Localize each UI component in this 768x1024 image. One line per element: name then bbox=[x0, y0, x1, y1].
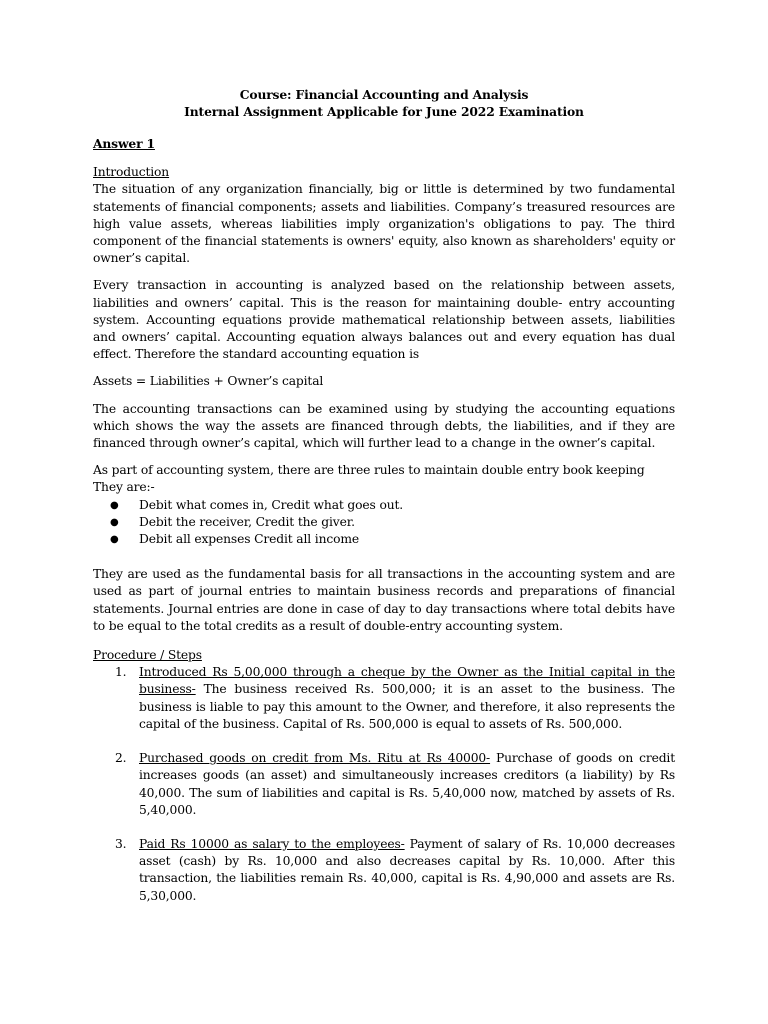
rules-list bbox=[93, 497, 675, 549]
step-body: Purchase of goods on credit increases goods (an asset) and simultaneously increases creditors (a liability) by Rs 40,000. The sum of liabilities and capital is Rs. 5,40,000 now, matched by assets of Rs. 5,40,000. bbox=[139, 751, 675, 817]
step-number: 2. bbox=[115, 751, 127, 766]
list-item bbox=[93, 514, 675, 531]
document-page bbox=[93, 86, 675, 905]
rules-intro-line-1: As part of accounting system, there are three rules to maintain double entry book keeping bbox=[93, 463, 645, 478]
step-title: Paid Rs 10000 as salary to the employees- bbox=[139, 836, 405, 851]
list-item bbox=[93, 836, 675, 905]
step-body: Payment of salary of Rs. 10,000 decreases asset (cash) by Rs. 10,000 and also decreases capital by Rs. 10,000. After this transaction, the liabilities remain Rs. 40,000, capital is Rs. 4,90,000 and assets are Rs. 5,30,000. bbox=[139, 836, 675, 903]
intro-paragraph-4: They are used as the fundamental basis for all transactions in the accounting system and are used as part of journal entries to maintain business records and preparations of financial statements. Journal entries are done in case of day to day transactions where total debits have to be equal to the total credits as a result of double-entry accounting system. bbox=[93, 567, 675, 633]
rule-text: Debit all expenses Credit all income bbox=[139, 532, 359, 547]
rules-intro-line-2: They are:- bbox=[93, 480, 155, 495]
list-item bbox=[93, 497, 675, 514]
intro-paragraph-3: The accounting transactions can be examined using by studying the accounting equations which shows the way the assets are financed through debts, the liabilities, and if they are financed through owner’s capital, which will further lead to a change in the owner’s capital. bbox=[93, 401, 675, 451]
step-title: Introduced Rs 5,00,000 through a cheque by the Owner as the Initial capital in the business- bbox=[139, 665, 675, 697]
procedure-heading: Procedure / Steps bbox=[93, 648, 202, 663]
course-title: Course: Financial Accounting and Analysis bbox=[239, 87, 529, 102]
procedure-steps-list bbox=[93, 664, 675, 904]
accounting-equation: Assets = Liabilities + Owner’s capital bbox=[93, 374, 324, 389]
answer-heading: Answer 1 bbox=[93, 136, 155, 151]
step-body: The business received Rs. 500,000; it is an asset to the business. The business is liable to pay this amount to the Owner, and therefore, it also represents the capital of the business. Capital of Rs. 500,000 is equal to assets of Rs. 500,000. bbox=[139, 682, 675, 731]
bullet-icon: ● bbox=[110, 499, 119, 511]
bullet-icon: ● bbox=[110, 534, 119, 546]
rule-text: Debit the receiver, Credit the giver. bbox=[139, 514, 355, 529]
step-number: 1. bbox=[115, 665, 127, 680]
list-item bbox=[93, 750, 675, 819]
intro-paragraph-1: The situation of any organization financially, big or little is determined by two fundamental statements of financial components; assets and liabilities. Company’s treasured resources are high value assets, whereas liabilities imply organization's obligations to pay. The third component of the financial statements is owners' equity, also known as shareholders' equity or owner’s capital. bbox=[93, 182, 675, 266]
list-item bbox=[93, 664, 675, 733]
intro-paragraph-2: Every transaction in accounting is analyzed based on the relationship between assets, liabilities and owners’ capital. This is the reason for maintaining double- entry accounting system. Accounting equations provide mathematical relationship between assets, liabilities and owners’ capital. Accounting equation always balances out and every equation has dual effect. Therefore the standard accounting equation is bbox=[93, 278, 675, 362]
list-item bbox=[93, 531, 675, 548]
rule-text: Debit what comes in, Credit what goes out. bbox=[139, 497, 404, 512]
assignment-title: Internal Assignment Applicable for June 2022 Examination bbox=[184, 104, 584, 119]
introduction-heading: Introduction bbox=[93, 165, 170, 180]
step-number: 3. bbox=[115, 836, 127, 851]
bullet-icon: ● bbox=[110, 516, 119, 528]
document-header bbox=[93, 86, 675, 120]
step-title: Purchased goods on credit from Ms. Ritu at Rs 40000- bbox=[139, 751, 491, 766]
